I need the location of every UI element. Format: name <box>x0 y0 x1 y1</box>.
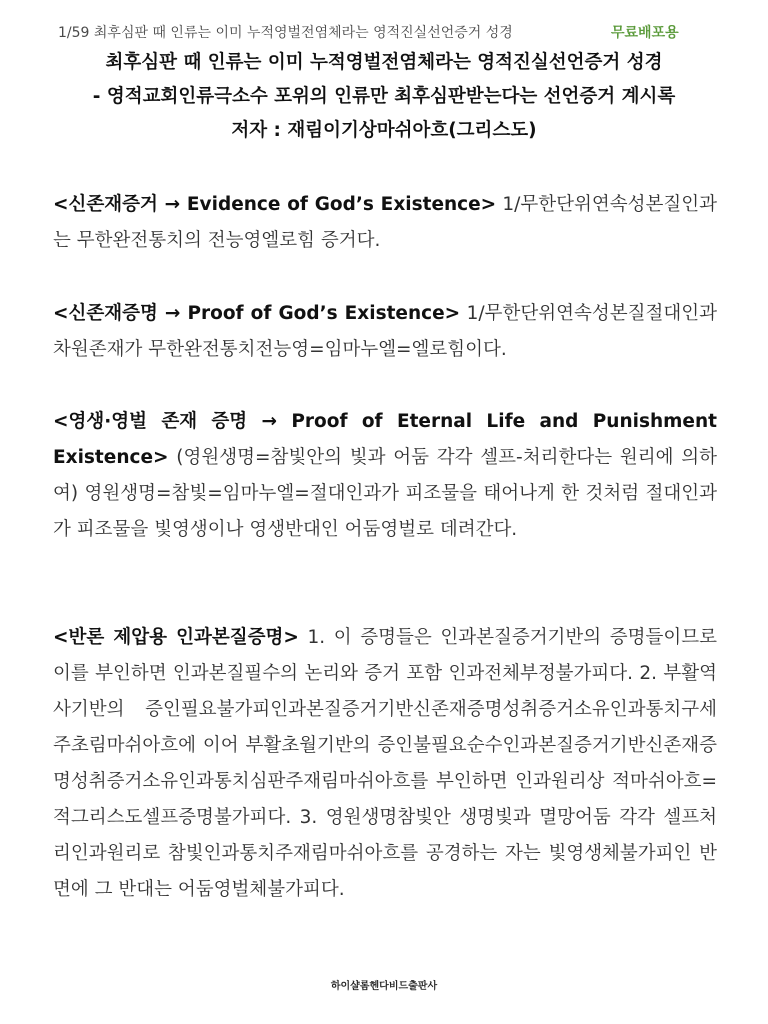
author-line: 저자 : 재림이기상마쉬아흐(그리스도) <box>231 120 537 141</box>
paragraph-text: 1/무한단위연속성본질절대인과차원존재가 무한완전통치전능영=임마누엘=엘로힘이다. <box>53 303 717 360</box>
header-title: 최후심판 때 인류는 이미 누적영벌전염체라는 영적진실선언증거 성경 <box>93 25 513 41</box>
paragraph-god-existence-proof <box>53 296 717 368</box>
paragraph-text: (영원생명=참빛안의 빛과 어둠 각각 셀프-처리한다는 원리에 의하여) 영원생명=참빛=임마누엘=절대인과가 피조물을 태어나게 한 것처럼 절대인과가 피조물을 빛영생이나 영생반대인 어둠영벌로 데려간다. <box>53 447 717 540</box>
paragraph-heading: <신존재증거 → Evidence of God’s Existence> <box>53 194 497 215</box>
document-subtitle: - 영적교회인류극소수 포위의 인류만 최후심판받는다는 선언증거 계시록 <box>92 86 676 107</box>
paragraph-heading: <영생·영벌 존재 증명 → Proof of Eternal Life and Punishment Existence> <box>53 411 717 468</box>
publisher-footer: 하이샬롬헨다비드출판사 <box>330 981 438 992</box>
free-distribution-label: 무료배포용 <box>611 25 679 41</box>
paragraph-heading: <신존재증명 → Proof of God’s Existence> <box>53 303 461 324</box>
running-header <box>58 21 738 45</box>
document-title: 최후심판 때 인류는 이미 누적영벌전염체라는 영적진실선언증거 성경 <box>105 52 663 73</box>
paragraph-heading: <반론 제압용 인과본질증명> <box>53 627 299 648</box>
paragraph-god-existence-evidence <box>53 187 717 259</box>
paragraph-eternal-life-proof <box>53 404 717 548</box>
paragraph-text: 1/무한단위연속성본질인과는 무한완전통치의 전능영엘로힘 증거다. <box>53 194 717 251</box>
page-number: 1/59 <box>58 25 90 41</box>
title-block <box>40 46 728 148</box>
paragraph-text: 1. 이 증명들은 인과본질증거기반의 증명들이므로 이를 부인하면 인과본질필수의 논리와 증거 포함 인과전체부정불가피다. 2. 부활역사기반의 증인필요불가피인과본질증거기반신존재증명성취증거소유인과통치구세주초림마쉬아흐에 이어 부활초월기반의 증인불필요순수인과본질증거기반신존재증명성취증거소유인과통치심판주재림마쉬아흐를 부인하면 인과원리상 적마쉬아흐=적그리스도셀프증명불가피다. 3. 영원생명참빛안 생명빛과 멸망어둠 각각 셀프처리인과원리로 참빛인과통치주재림마쉬아흐를 공경하는 자는 빛영생체불가피인 반면에 그 반대는 어둠영벌체불가피다. <box>53 627 718 900</box>
paragraph-rebuttal-proof <box>53 620 717 908</box>
